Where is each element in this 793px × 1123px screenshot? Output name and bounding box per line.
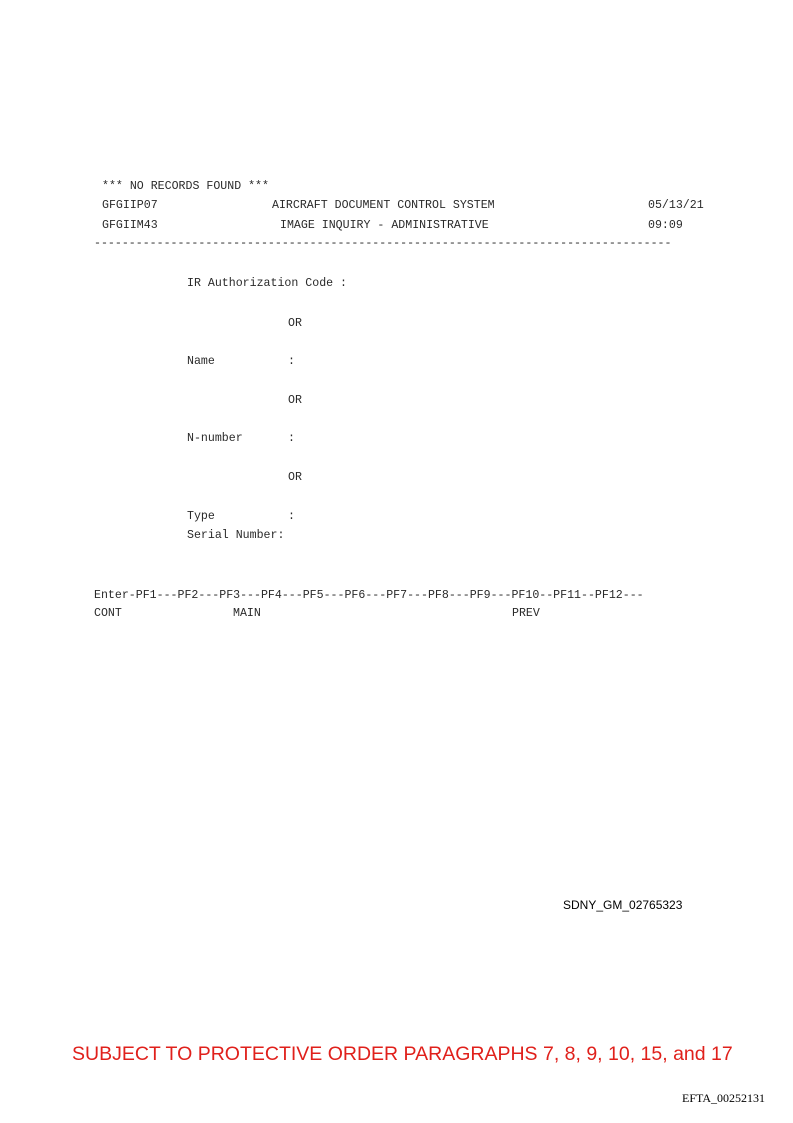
serial-number-label: Serial Number:: [187, 529, 285, 542]
program-id: GFGIIP07: [102, 199, 158, 212]
n-number-colon: :: [288, 432, 295, 445]
pf-main-label[interactable]: MAIN: [233, 607, 261, 620]
or-separator: OR: [288, 471, 302, 484]
or-separator: OR: [288, 394, 302, 407]
protective-order-notice: SUBJECT TO PROTECTIVE ORDER PARAGRAPHS 7, 8, 9, 10, 15, and 17: [72, 1043, 733, 1065]
type-label: Type: [187, 510, 215, 523]
n-number-label: N-number: [187, 432, 243, 445]
pf-key-bar: Enter-PF1---PF2---PF3---PF4---PF5---PF6---PF7---PF8---PF9---PF10--PF11--PF12---: [94, 589, 644, 602]
screen-time: 09:09: [648, 219, 683, 232]
type-colon: :: [288, 510, 295, 523]
name-label: Name: [187, 355, 215, 368]
or-separator: OR: [288, 317, 302, 330]
pf-prev-label[interactable]: PREV: [512, 607, 540, 620]
header-divider: -----------------------------------------------------------------------------------: [94, 237, 672, 250]
name-colon: :: [288, 355, 295, 368]
system-title: AIRCRAFT DOCUMENT CONTROL SYSTEM: [272, 199, 495, 212]
ir-authorization-label: IR Authorization Code :: [187, 277, 348, 290]
pf-cont-label[interactable]: CONT: [94, 607, 122, 620]
screen-date: 05/13/21: [648, 199, 704, 212]
status-message: *** NO RECORDS FOUND ***: [102, 180, 269, 193]
screen-title: IMAGE INQUIRY - ADMINISTRATIVE: [280, 219, 489, 232]
bates-number: SDNY_GM_02765323: [563, 898, 683, 912]
map-id: GFGIIM43: [102, 219, 158, 232]
efta-number: EFTA_00252131: [682, 1091, 766, 1105]
